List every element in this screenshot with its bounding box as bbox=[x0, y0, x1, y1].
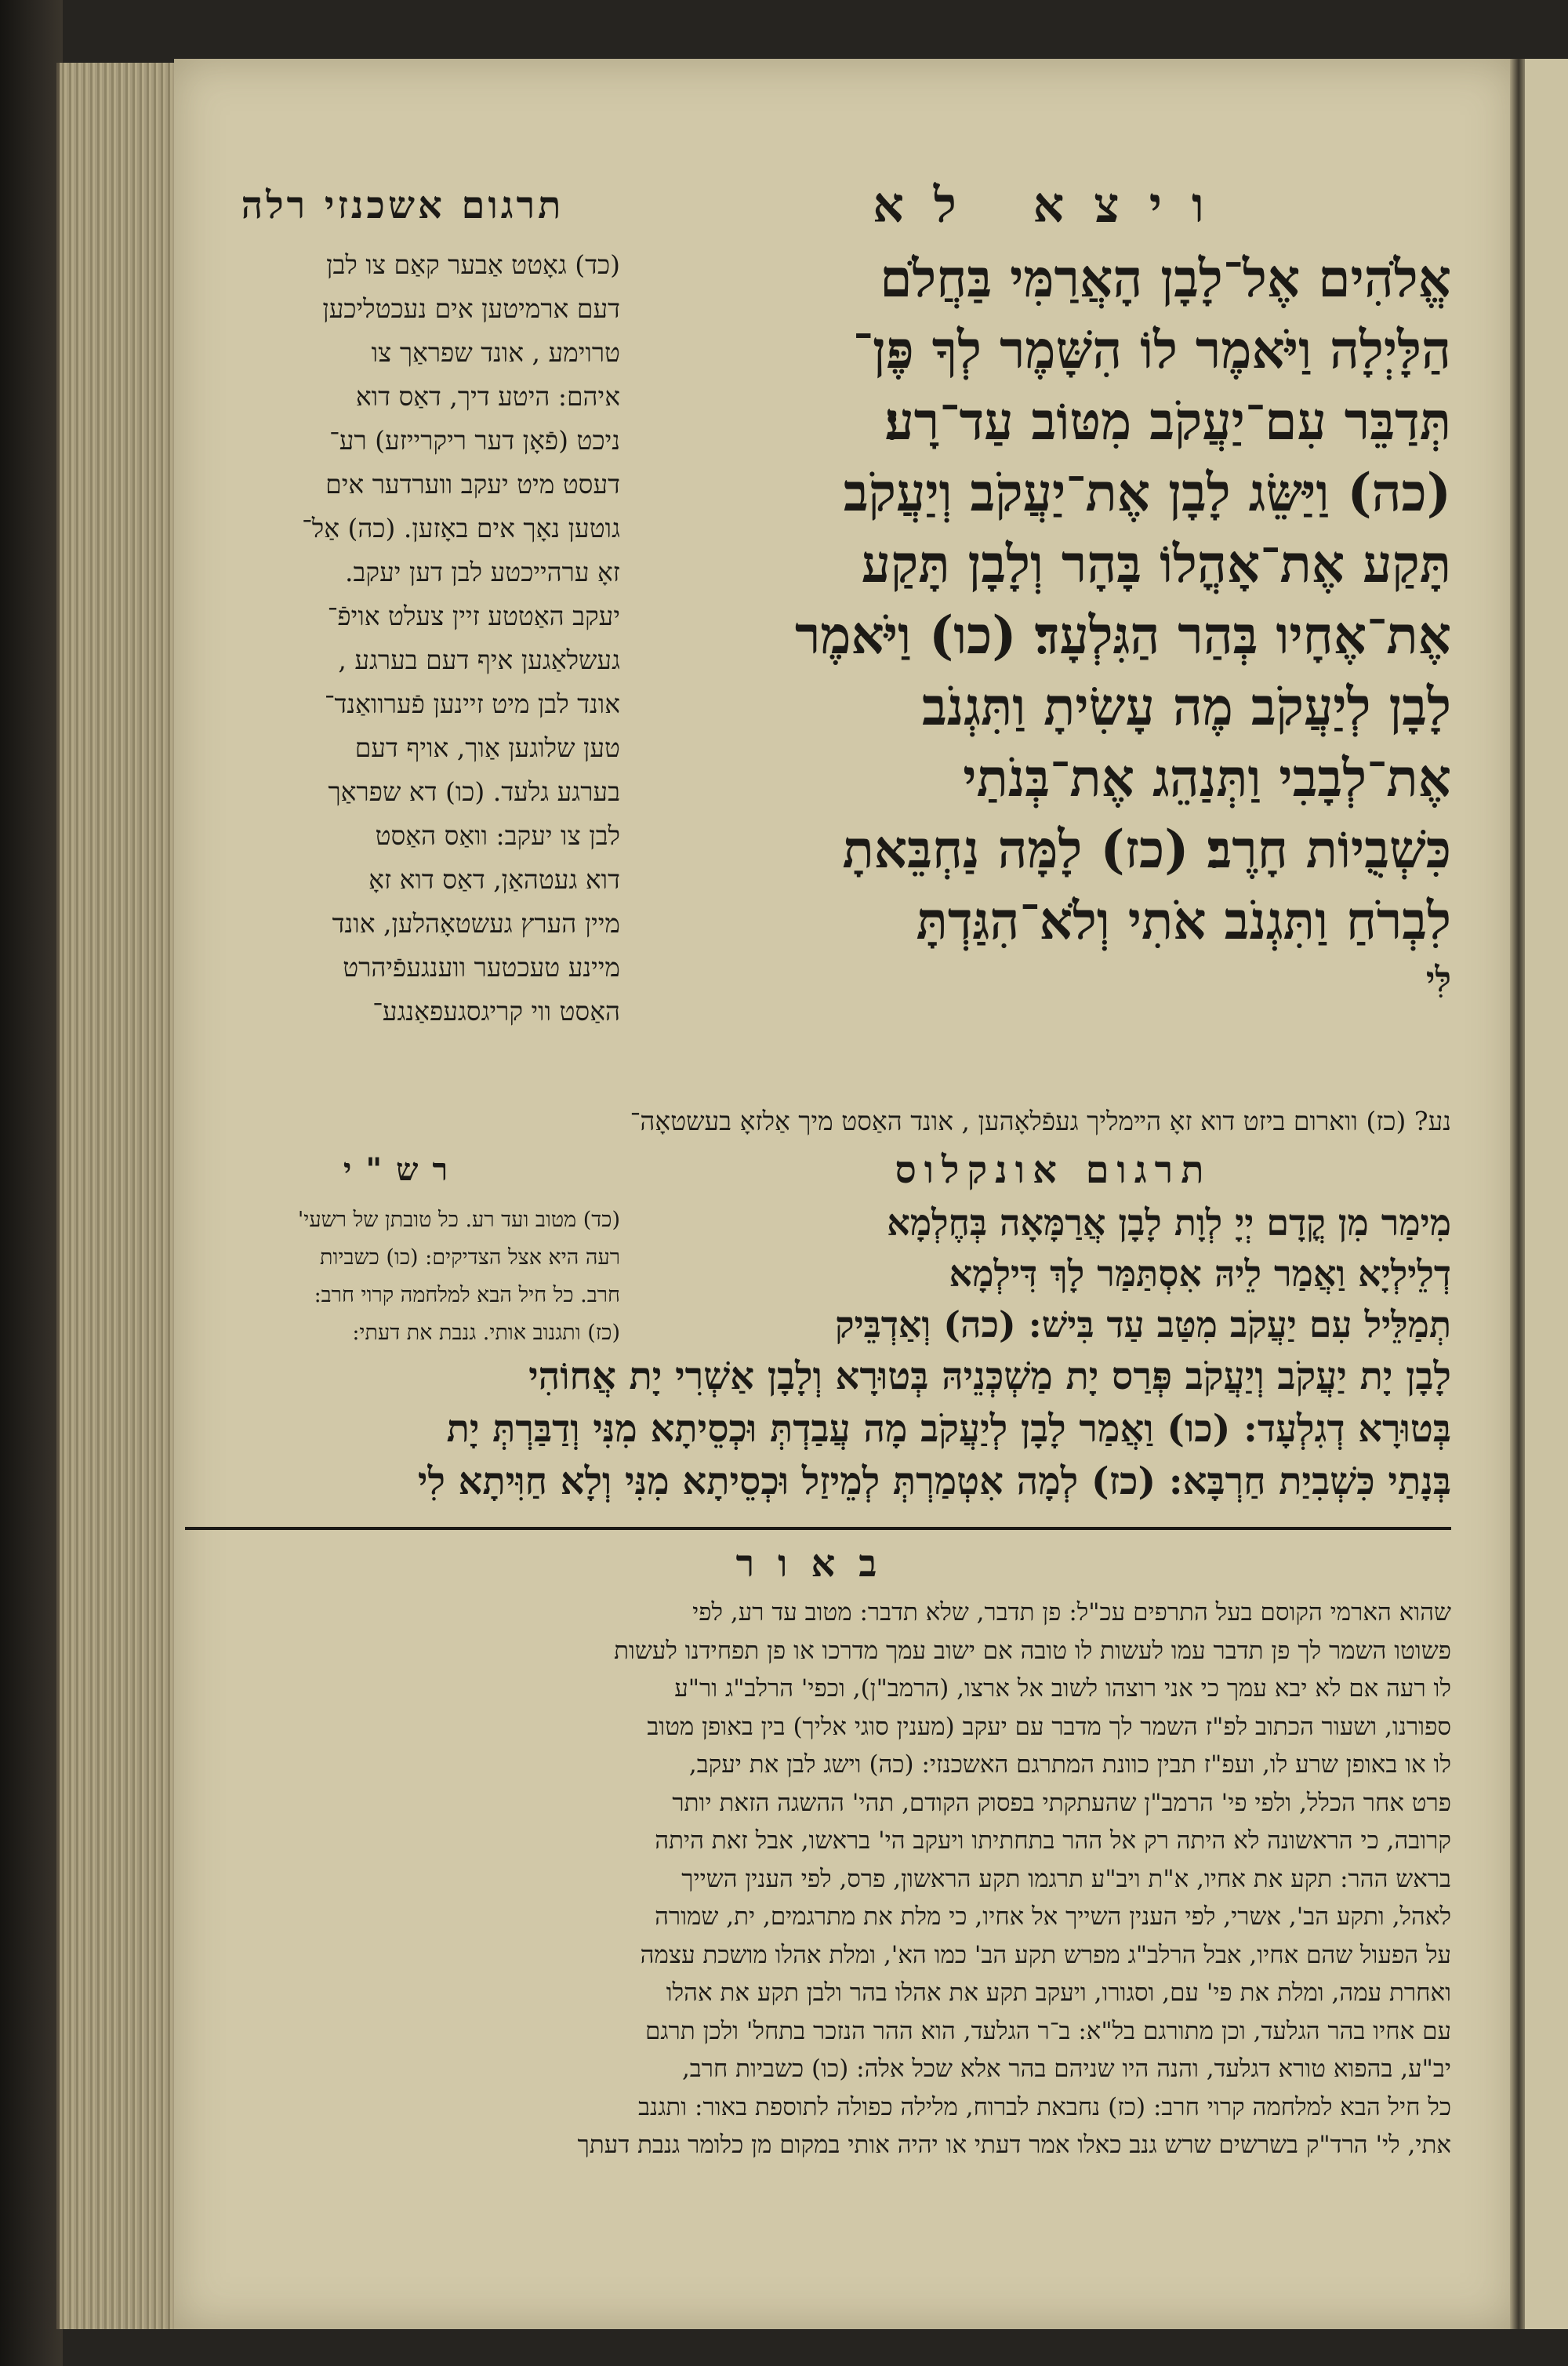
beur-line: יב"ע, בהפוא טורא דגלעד, והנה היו שניהם בהר אלא שכל אלה: (כו) כשביות חרב, bbox=[681, 2055, 1451, 2083]
translation-line: יעקב האַטטע זיין צעלט אויפֿ־ bbox=[327, 601, 620, 631]
translation-line: מיינע טעכטער ווענגעפֿיהרט bbox=[343, 952, 620, 983]
rashi-line: (כד) מטוב ועד רע. כל טובתן של רשעי' bbox=[297, 1208, 620, 1232]
translation-continuation-line: נע? (כז) ווארום ביזט דוא זאָ הײמליך געפֿלאָהען , אונד האַסט מיך אַלזאָ בעשטאָה־ bbox=[630, 1106, 1451, 1136]
torah-line: אֶת־לְבָבִי וַתְּנַהֵג אֶת־בְּנֹתַי bbox=[963, 747, 1451, 809]
onkelos-line: לָבָן יָת יַעֲקֹב וְיַעֲקֹב פְּרַס יָת מַשְׁכְּנֵיהּ בְּטוּרָא וְלָבָן אַשְׁרִי יָת אֲחוֹהִי bbox=[528, 1354, 1451, 1398]
translation-line: געשלאַגען איף דעם בערגע , bbox=[338, 645, 620, 675]
facing-page-edge bbox=[1525, 59, 1568, 2329]
translation-line: לבן צו יעקב: וואַס האַסט bbox=[375, 820, 620, 851]
torah-line: תָּקַע אֶת־אָהֳלוֹ בָּהָר וְלָבָן תָּקַע bbox=[861, 533, 1451, 594]
translation-heading: תרגום אשכנזי רלה bbox=[241, 184, 564, 227]
beur-line: על הפעול שהם אחיו, אבל הרלב"ג מפרש תקע הב' כמו הא', ומלת אהלו מושכת עצמה bbox=[640, 1940, 1451, 1969]
page-content bbox=[185, 174, 1451, 2323]
translation-line: (כד) גאָטט אַבער קאַם צו לבן bbox=[326, 249, 620, 280]
rashi-heading: רש"י bbox=[343, 1151, 463, 1188]
beur-line: בראש ההר: תקע את אחיו, א"ת ויב"ע תרגמו תקע הראשון, פרס, לפי הענין השייך bbox=[681, 1864, 1451, 1893]
onkelos-line: תְמַלֵּיל עִם יַעֲקֹב מִטַּב עַד בִּישׁ: (כה) וְאַדְבֵּיק bbox=[834, 1303, 1451, 1346]
onkelos-line: מִימַר מִן קֳדָם יְיָ לְוָת לָבָן אֲרַמָּאָה בְּחֶלְמָא bbox=[887, 1201, 1451, 1244]
translation-line: איהם: היטע דיך, דאַס דוא bbox=[355, 381, 620, 412]
beur-heading: באור bbox=[735, 1542, 901, 1586]
beur-line: ואחרת עמה, ומלת את פי' עם, וסגורו, ויעקב תקע את אהלו בהר ולבן תקע את אהלו bbox=[666, 1979, 1451, 2007]
onkelos-line: בְּטוּרָא דְגִלְעָד: (כו) וַאֲמַר לָבָן לְיַעֲקֹב מָה עֲבַדְתְּ וּכְסֵיתָא מִנִּי וְדַבַּרְתְּ יָת bbox=[446, 1407, 1451, 1451]
translation-line: דעסט מיט יעקב ווערדער אים bbox=[325, 469, 620, 500]
translation-line: טען שלוגען אַוך, אויף דעם bbox=[354, 732, 620, 763]
translation-line: דעם ארמיטען אים נעכטליכען bbox=[322, 293, 620, 324]
beur-line: ספורנו, ושעור הכתוב לפ"ז השמר לך מדבר עם יעקב (מענין סוגי אליך) בין באופן מטוב bbox=[647, 1712, 1451, 1741]
beur-line: לאהל, ותקע הב', אשרי, לפי הענין השייך אל אחיו, כי מלת את מתרגמים, ית, שמורה bbox=[655, 1903, 1451, 1931]
onkelos-heading: תרגום אונקלוס bbox=[895, 1148, 1212, 1192]
torah-line: כִּשְׁבֻיוֹת חָרֶב׃ (כז) לָמָּה נַחְבֵּאתָ bbox=[842, 819, 1451, 880]
torah-line: הַלָּיְלָה וַיֹּאמֶר לוֹ הִשָּׁמֶר לְךָ פֶּן־ bbox=[852, 319, 1451, 380]
torah-line: תְּדַבֵּר עִם־יַעֲקֹב מִטּוֹב עַד־רָע׃ bbox=[884, 391, 1451, 452]
book-cover-edge bbox=[0, 0, 63, 2366]
beur-line: קרובה, כי הראשונה לא היתה רק אל ההר בתחתיתו ויעקב הי' בראשו, אבל זאת היתה bbox=[655, 1826, 1451, 1855]
torah-line: לִּי bbox=[1425, 960, 1451, 1000]
torah-line: לִבְרֹחַ וַתִּגְנֹב אֹתִי וְלֹא־הִגַּדְתָּ bbox=[916, 890, 1451, 951]
torah-text bbox=[655, 243, 1451, 1004]
beur-line: פשוטו השמר לך פן תדבר עמו לעשות לו טובה אם ישוב עמך מדרכו או פן תפחידנו לעשות bbox=[614, 1636, 1451, 1665]
torah-line: אֶת־אֶחָיו בְּהַר הַגִּלְעָד׃ (כו) וַיֹּאמֶר bbox=[794, 605, 1451, 666]
translation-line: בערגע גלעד. (כו) דא שפראַך bbox=[328, 776, 620, 807]
beur-text bbox=[185, 1594, 1451, 2164]
beur-line: פרט אחר הכלל, ולפי פי' הרמב"ן שהעתקתי בפסוק הקודם, תהי' ההשגה הזאת יותר bbox=[672, 1788, 1451, 1817]
rashi-line: רעה היא אצל הצדיקים: (כו) כשביות bbox=[320, 1245, 620, 1270]
beur-line: לו או באופן שרע לו, ועפ"ז תבין כוונת המתרגם האשכנזי: (כה) וישג לבן את יעקב, bbox=[688, 1750, 1451, 1779]
translation-line: טרוימע , אונד שפראַך צו bbox=[371, 337, 620, 368]
translation-line: ניכט (פֿאָן דער ריקרייזע) רע־ bbox=[329, 425, 620, 456]
translation-column bbox=[185, 174, 620, 1034]
translation-line: גוטען נאָך אים באָזען. (כה) אַל־ bbox=[302, 513, 620, 543]
translation-line: דוא געטהאַן, דאַס דוא זאָ bbox=[368, 864, 620, 895]
onkelos-line: בְּנָתַי כִּשְׁבִיַת חַרְבָּא: (כז) לְמָה אִטְמַרְתְּ לְמֵיזַל וּכְסֵיתָא מִנִּי וְלָא חַוִּיתָא לִי bbox=[417, 1459, 1451, 1503]
translation-line: אונד לבן מיט זיינען פֿערוואַנד־ bbox=[324, 689, 620, 719]
rashi-line: (כז) ותגנוב אותי. גנבת את דעתי: bbox=[352, 1321, 620, 1345]
beur-line: אתי, לי' הרד"ק בשרשים שרש גנב כאלו אמר דעתי או יהיה אותי במקום מן כלומר גנבת דעתך bbox=[577, 2131, 1451, 2159]
rashi-text bbox=[185, 1201, 620, 1352]
beur-line: שהוא הארמי הקוסם בעל התרפים עכ"ל: פן תדבר, שלא תדבר: מטוב עד רע, לפי bbox=[692, 1598, 1451, 1626]
onkelos-line: דְלֵילְיָא וַאֲמַר לֵיהּ אִסְתַּמַּר לָךְ דִּילְמָא bbox=[949, 1252, 1451, 1295]
page-stack-edges bbox=[56, 63, 177, 2329]
beur-line: עם אחיו בהר הגלעד, וכן מתורגם בל"א: ב־ר הגלעד, הוא ההר הנזכר בתחל' ולכן תרגם bbox=[645, 2016, 1451, 2045]
onkelos-column-text bbox=[655, 1198, 1451, 1350]
torah-column bbox=[655, 174, 1451, 1004]
translation-line: מיין הערץ געשטאָהלען, אונד bbox=[332, 908, 620, 939]
torah-line: (כה) וַיַּשֵּׂג לָבָן אֶת־יַעֲקֹב וְיַעֲקֹב bbox=[843, 462, 1451, 523]
torah-heading: ויצא לא bbox=[873, 176, 1234, 234]
onkelos-full-text bbox=[185, 1350, 1451, 1508]
translation-line: זאָ ערהייכטע לבן דען יעקב. bbox=[345, 557, 620, 587]
rashi-line: חרב. כל חיל הבא למלחמה קרוי חרב: bbox=[314, 1283, 620, 1307]
torah-line: אֱלֹהִים אֶל־לָבָן הָאֲרַמִּי בַּחֲלֹם bbox=[880, 248, 1451, 309]
translation-line: האַסט ווי קריגסגעפאַנגע־ bbox=[372, 996, 620, 1027]
translation-text bbox=[185, 243, 620, 1034]
section-divider bbox=[185, 1527, 1451, 1530]
beur-line: לו רעה אם לא יבא עמך כי אני רוצהו לשוב אל ארצו, (הרמב"ן), וכפי' הרלב"ג ור"ע bbox=[674, 1674, 1451, 1703]
beur-line: כל חיל הבא למלחמה קרוי חרב: (כז) נחבאת לברוח, מלילה כפולה לתוספת באור: ותגנב bbox=[638, 2092, 1451, 2121]
torah-line: לָבָן לְיַעֲקֹב מֶה עָשִׂיתָ וַתִּגְנֹב bbox=[922, 676, 1451, 737]
